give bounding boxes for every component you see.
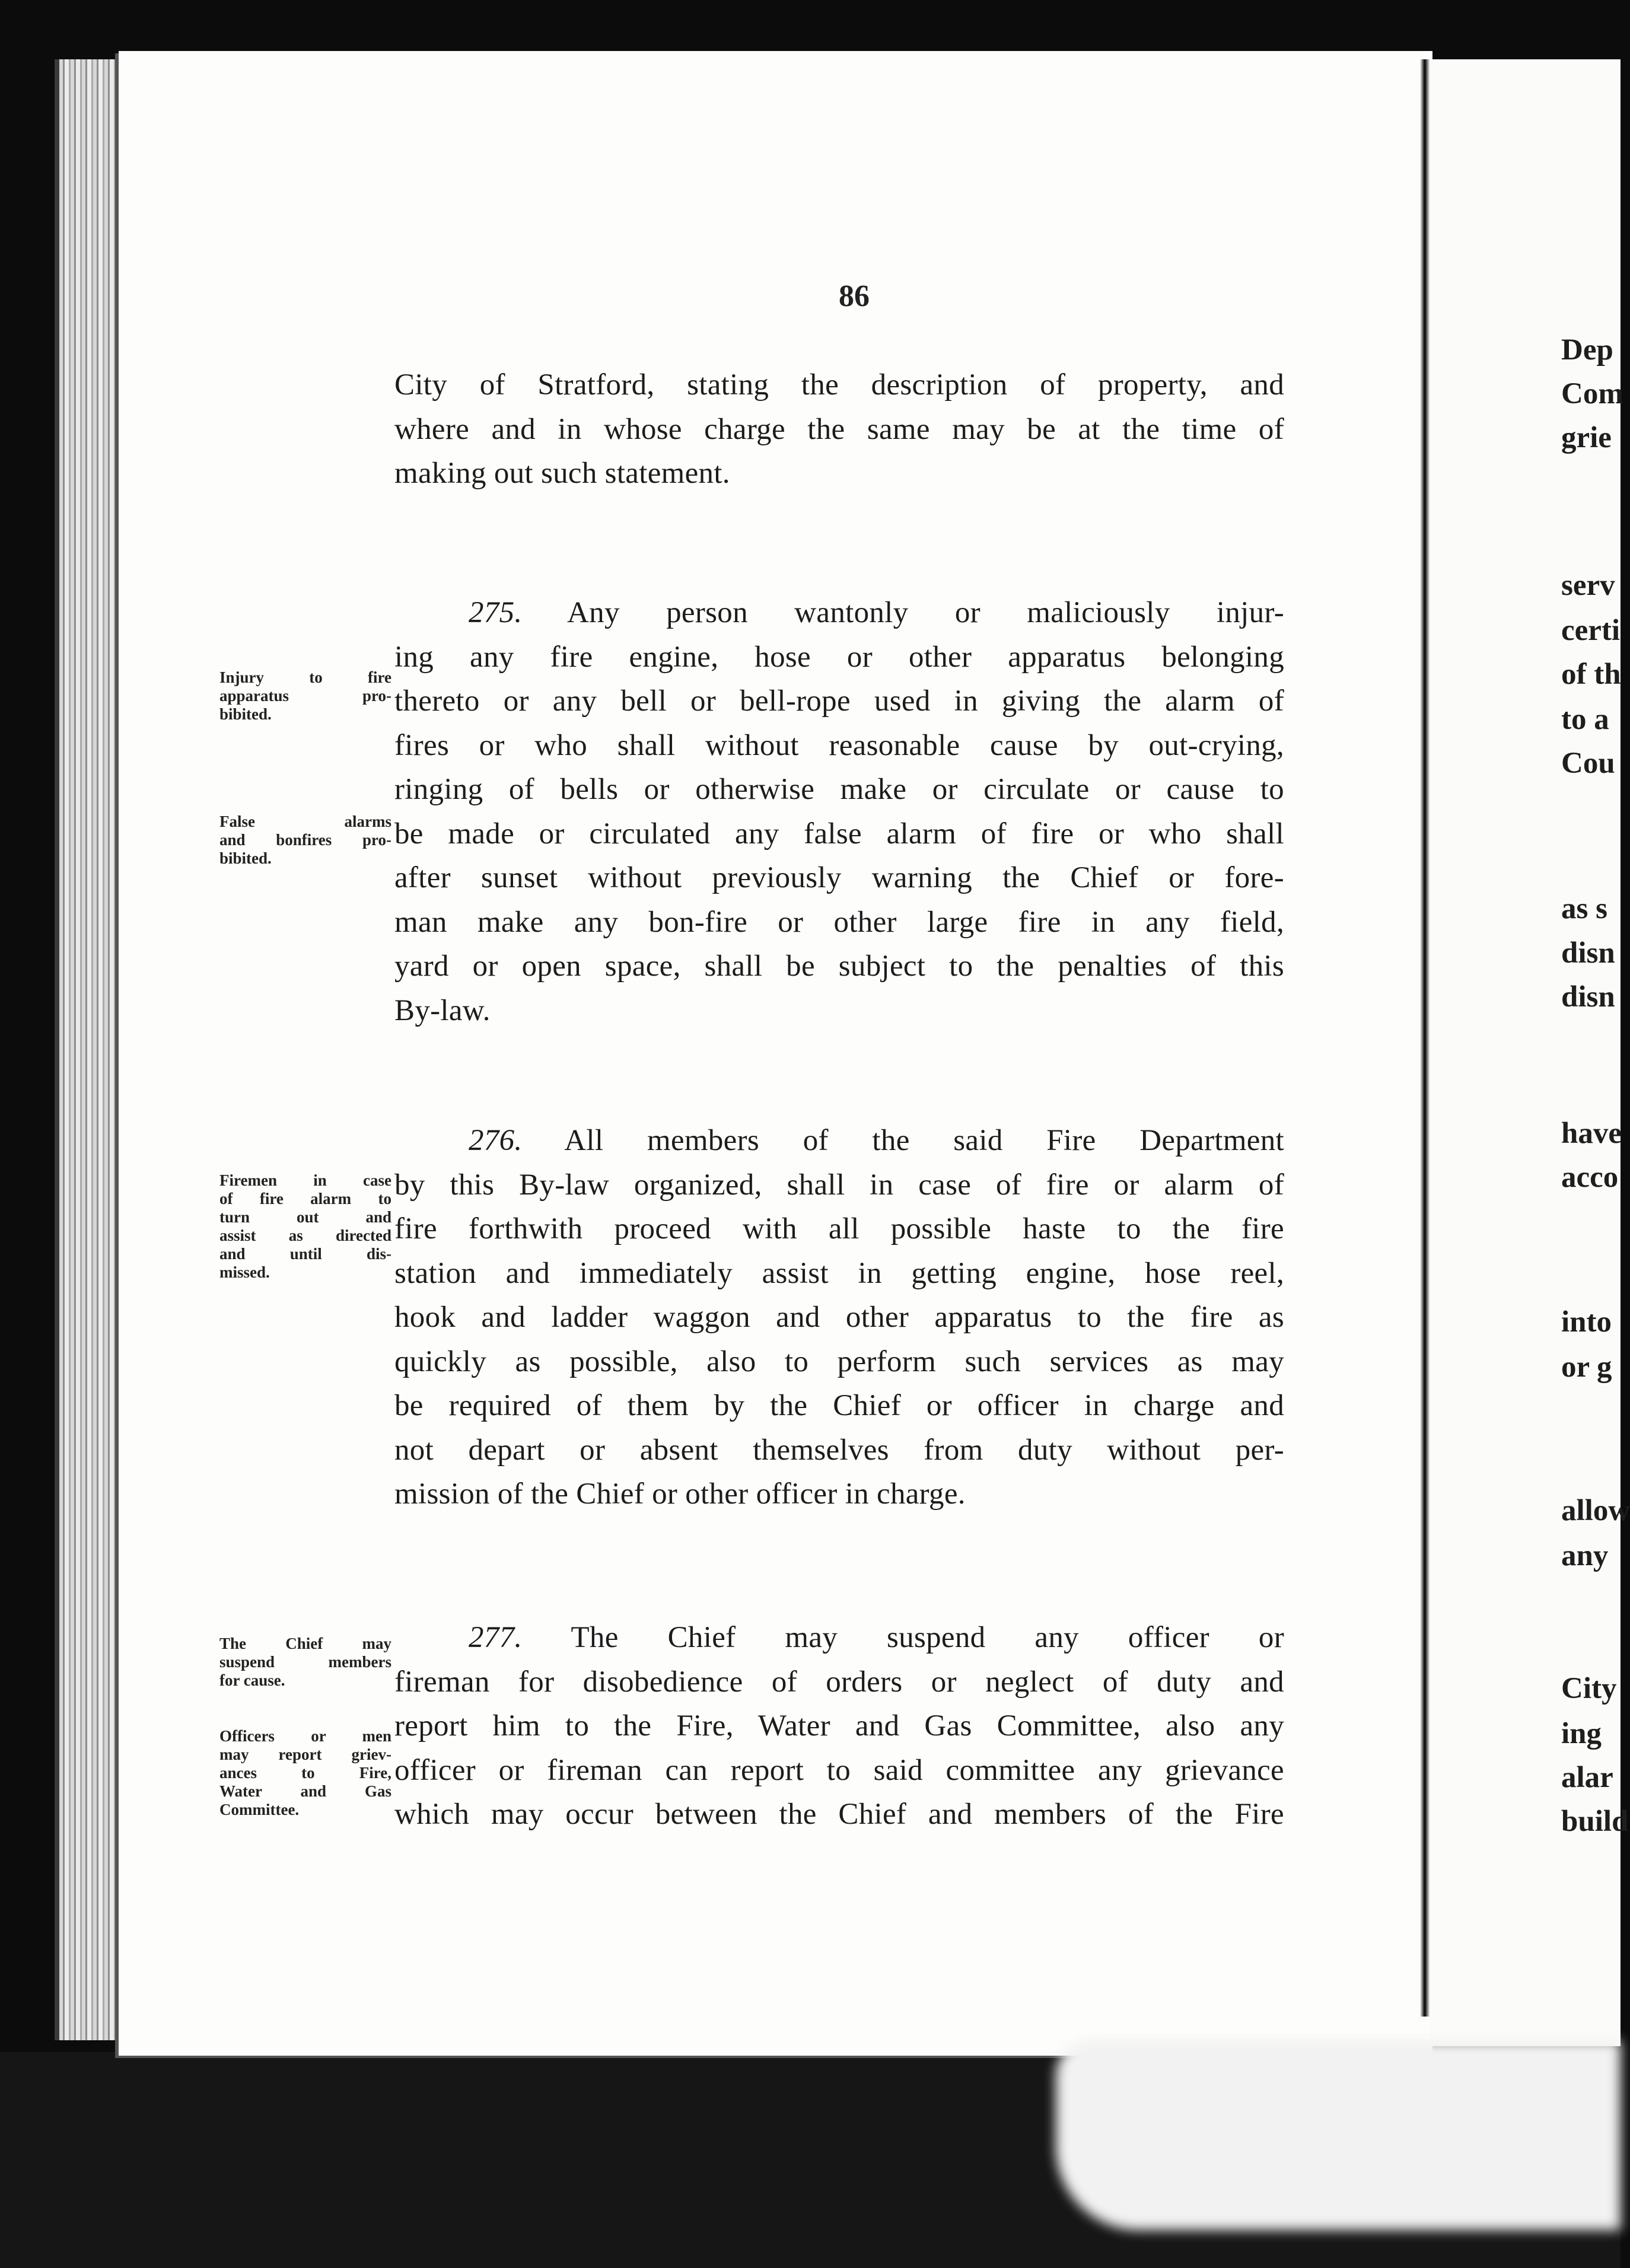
text-line: thereto or any bell or bell-rope used in giving the alarm of	[394, 684, 1284, 718]
text-line: fire forthwith proceed with all possible haste to the fire	[394, 1212, 1284, 1246]
text-line: Any person wantonly or maliciously injur-	[567, 596, 1284, 629]
text-line: officer or fireman can report to said committee any grievance	[394, 1753, 1284, 1787]
intro-paragraph	[394, 363, 1284, 496]
text-line: not depart or absent themselves from duty without per-	[394, 1433, 1284, 1467]
margin-note-suspend	[219, 1635, 391, 1690]
section-276	[394, 1119, 1284, 1517]
text-line: ing any fire engine, hose or other apparatus belonging	[394, 640, 1284, 674]
margin-note-line: Committee.	[219, 1801, 300, 1818]
margin-note-line: missed.	[219, 1263, 270, 1281]
book-gutter	[1420, 59, 1430, 2017]
facing-page-fragment: allow	[1561, 1494, 1630, 1527]
margin-note-line: and until dis-	[219, 1245, 391, 1263]
text-line: making out such statement.	[394, 457, 730, 490]
text-line: yard or open space, shall be subject to the penalties of this	[394, 950, 1284, 983]
page-number: 86	[839, 279, 870, 313]
margin-note-false-alarms	[219, 813, 391, 868]
text-line: hook and ladder waggon and other apparatus to the fire as	[394, 1301, 1284, 1334]
facing-page-fragment: into	[1561, 1305, 1612, 1339]
text-line: by this By-law organized, shall in case of fire or alarm of	[394, 1168, 1284, 1202]
text-line: By-law.	[394, 993, 491, 1027]
facing-page-fragment: any	[1561, 1539, 1609, 1572]
facing-page-fragment: acco	[1561, 1161, 1619, 1194]
text-line: All members of the said Fire Department	[564, 1124, 1284, 1157]
facing-page-fragment: to a	[1561, 703, 1609, 736]
section-276-number: 276.	[469, 1124, 523, 1157]
margin-note-line: The Chief may	[219, 1635, 391, 1652]
margin-note-line: Firemen in case	[219, 1171, 391, 1189]
section-275-first-line	[394, 591, 1284, 635]
margin-note-line: Water and Gas	[219, 1782, 391, 1800]
facing-page-fragment: Dep	[1561, 333, 1613, 367]
facing-page-fragment: disn	[1561, 936, 1615, 970]
facing-page-fragment: or g	[1561, 1350, 1612, 1384]
section-277	[394, 1616, 1284, 1837]
text-line: be made or circulated any false alarm of fire or who shall	[394, 817, 1284, 850]
section-277-number: 277.	[469, 1621, 523, 1654]
text-line: The Chief may suspend any officer or	[571, 1621, 1284, 1654]
margin-note-line: of fire alarm to	[219, 1190, 391, 1208]
facing-page-fragment: City	[1561, 1672, 1617, 1705]
margin-note-line: False alarms	[219, 813, 391, 830]
margin-note-line: assist as directed	[219, 1227, 391, 1244]
margin-note-line: turn out and	[219, 1208, 391, 1226]
text-line: after sunset without previously warning the Chief or fore-	[394, 861, 1284, 894]
facing-page-fragment: Com	[1561, 377, 1623, 410]
facing-page-fragment: ing	[1561, 1717, 1602, 1750]
margin-note-line: may report griev-	[219, 1745, 391, 1763]
facing-page-fragment: disn	[1561, 980, 1615, 1014]
facing-page-fragment: as s	[1561, 892, 1607, 925]
section-275	[394, 591, 1284, 1033]
text-line: be required of them by the Chief or officer in charge and	[394, 1389, 1284, 1422]
margin-note-grievances	[219, 1727, 391, 1819]
margin-note-firemen	[219, 1171, 391, 1282]
facing-page-fragment: serv	[1561, 569, 1615, 602]
section-276-first-line	[394, 1119, 1284, 1163]
margin-note-line: Injury to fire	[219, 668, 391, 686]
facing-page-fragment: alar	[1561, 1761, 1613, 1794]
text-line: man make any bon-fire or other large fire in any field,	[394, 905, 1284, 939]
margin-note-line: bibited.	[219, 705, 272, 723]
margin-note-line: ances to Fire,	[219, 1764, 391, 1782]
margin-note-line: apparatus pro-	[219, 687, 391, 705]
margin-note-line: bibited.	[219, 849, 272, 867]
text-line: fireman for disobedience of orders or neglect of duty and	[394, 1665, 1284, 1699]
text-line: ringing of bells or otherwise make or circulate or cause to	[394, 773, 1284, 806]
facing-page-fragment: have	[1561, 1117, 1622, 1150]
text-line: report him to the Fire, Water and Gas Committee, also any	[394, 1709, 1284, 1743]
text-line: fires or who shall without reasonable cause by out-crying,	[394, 728, 1284, 762]
text-line: mission of the Chief or other officer in charge.	[394, 1477, 966, 1511]
facing-page-fragment: Cou	[1561, 747, 1615, 780]
facing-page-fragment: grie	[1561, 421, 1612, 454]
margin-note-line: for cause.	[219, 1671, 285, 1689]
text-line: station and immediately assist in getting engine, hose reel,	[394, 1256, 1284, 1290]
margin-note-line: and bonfires pro-	[219, 831, 391, 849]
text-line: quickly as possible, also to perform such services as may	[394, 1345, 1284, 1378]
margin-note-injury	[219, 668, 391, 724]
facing-page-fragment: build	[1561, 1805, 1629, 1838]
facing-page-fragment: of th	[1561, 658, 1621, 691]
text-line: which may occur between the Chief and members of the Fire	[394, 1798, 1284, 1831]
margin-note-line: Officers or men	[219, 1727, 391, 1745]
scan-smudge	[1056, 2040, 1621, 2230]
section-277-first-line	[394, 1616, 1284, 1660]
text-line: City of Stratford, stating the description of property, and	[394, 368, 1284, 402]
facing-page-fragment: certi	[1561, 614, 1621, 647]
section-275-number: 275.	[469, 596, 523, 629]
margin-note-line: suspend members	[219, 1653, 391, 1671]
text-line: where and in whose charge the same may be at the time of	[394, 412, 1284, 446]
